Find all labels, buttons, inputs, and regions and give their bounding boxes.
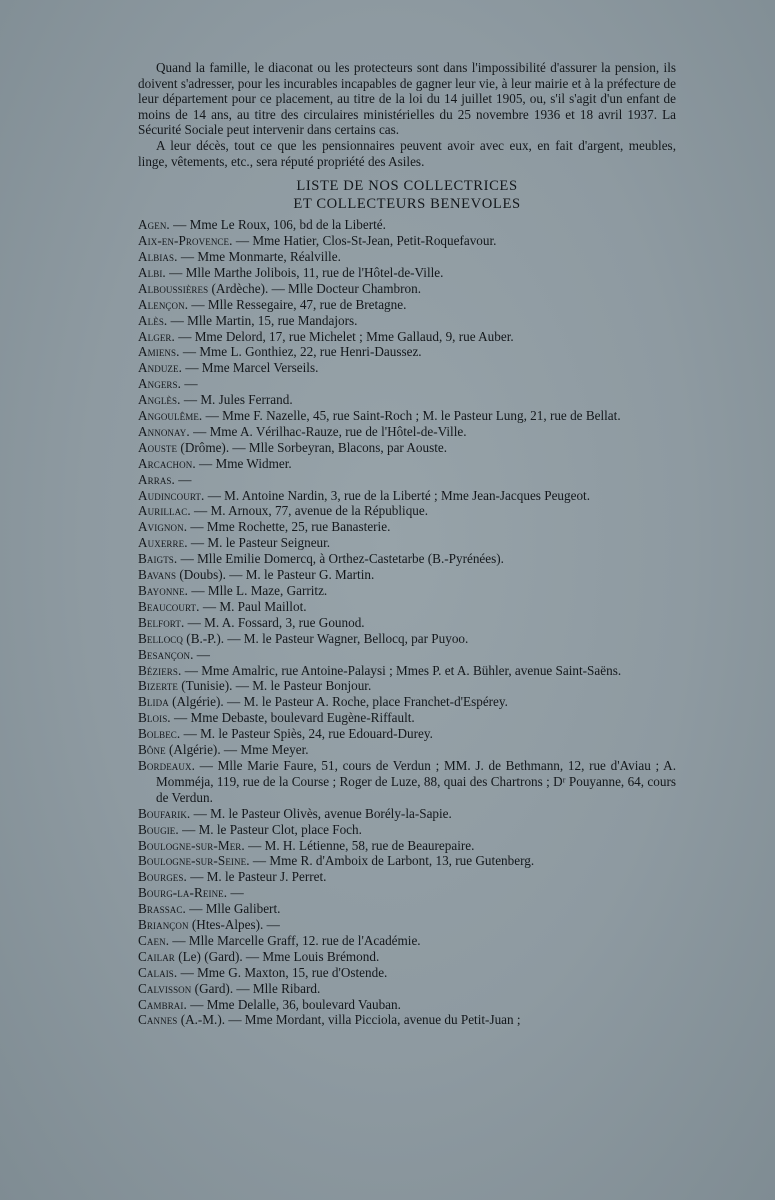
collector-details: — Mlle L. Maze, Garritz. <box>188 583 328 598</box>
collector-details: — M. A. Fossard, 3, rue Gounod. <box>184 614 365 630</box>
collector-details: (A.-M.). — Mme Mordant, villa Picciola, avenue du Petit-Juan ; <box>177 1012 521 1028</box>
list-item <box>138 822 676 838</box>
list-item <box>138 217 676 233</box>
intro-paragraph: A leur décès, tout ce que les pensionnaires peuvent avoir avec eux, en fait d'argent, meubles, linge, vêtements, etc., sera réputé propriété des Asiles. <box>138 137 676 169</box>
collector-details: — M. le Pasteur Spiès, 24, rue Edouard-Durey. <box>180 726 433 742</box>
list-item <box>138 249 676 265</box>
city-name: Avignon. <box>138 519 188 535</box>
list-item <box>138 981 676 997</box>
city-name: Cambrai. <box>138 996 187 1012</box>
collector-details: — Mme Widmer. <box>195 455 292 471</box>
city-name: Amiens. <box>138 344 180 360</box>
city-name: Blois. <box>138 710 171 726</box>
list-item <box>138 567 676 583</box>
city-name: Bougie. <box>138 821 179 837</box>
collector-details: — Mme Le Roux, 106, bd de la Liberté. <box>169 217 386 233</box>
intro-paragraph: Quand la famille, le diaconat ou les protecteurs sont dans l'impossibilité d'assurer la pension, ils doivent s'adresser, pour les incurables incapables de gagner leur vie, à leur mairie et à la préfecture de leur département pour ce placement, au titre de la loi du 14 juillet 1905, ou, s'il s'agit d'un enfant de moins de 14 ans, au titre des circulaires ministérielles du 25 novembre 1936 et 18 avril 1937. La Sécurité Sociale peut intervenir dans certains cas. <box>138 60 676 138</box>
city-name: Bayonne. <box>138 583 189 598</box>
collector-details: — Mlle Martin, 15, rue Mandajors. <box>167 312 358 328</box>
collector-details: — <box>181 376 198 392</box>
collector-details: (Gard). — Mlle Ribard. <box>191 980 321 996</box>
list-item <box>138 726 676 742</box>
list-item <box>138 933 676 949</box>
city-name: Bellocq <box>138 630 183 646</box>
city-name: Albi. <box>138 264 166 280</box>
list-item <box>138 583 676 599</box>
list-item <box>138 806 676 822</box>
list-item <box>138 233 676 249</box>
collector-details: — M. Arnoux, 77, avenue de la République. <box>190 503 429 519</box>
collector-details: (Algérie). — M. le Pasteur A. Roche, place Franchet-d'Espérey. <box>168 694 508 710</box>
city-name: Angers. <box>138 376 182 392</box>
list-item <box>138 456 676 472</box>
city-name: Baigts. <box>138 551 178 567</box>
list-item <box>138 949 676 965</box>
list-item <box>138 694 676 710</box>
list-item <box>138 535 676 551</box>
city-name: Alger. <box>138 328 175 344</box>
list-item <box>138 631 676 647</box>
list-item <box>138 360 676 376</box>
city-name: Cannes <box>138 1012 178 1028</box>
list-item <box>138 281 676 297</box>
list-item <box>138 869 676 885</box>
list-item <box>138 392 676 408</box>
list-item <box>138 376 676 392</box>
collector-details: — Mme Hatier, Clos-St-Jean, Petit-Roquefavour. <box>232 233 497 249</box>
city-name: Beaucourt. <box>138 598 200 614</box>
list-item <box>138 265 676 281</box>
collector-details: — Mlle Ressegaire, 47, rue de Bretagne. <box>188 296 407 312</box>
collector-details: — Mme R. d'Amboix de Larbont, 13, rue Gutenberg. <box>249 853 535 869</box>
city-name: Annonay. <box>138 423 190 439</box>
collector-details: (Tunisie). — M. le Pasteur Bonjour. <box>177 678 372 694</box>
city-name: Anglès. <box>138 392 181 408</box>
city-name: Alès. <box>138 312 168 328</box>
list-item <box>138 678 676 694</box>
city-name: Bizerte <box>138 678 178 694</box>
collector-details: — Mlle Marie Faure, 51, cours de Verdun ; MM. J. de Bethmann, 12, rue d'Aviau ; A. Momméja, 119, rue de la Course ; Roger de Luze, 88, quai des Chartrons ; Dʳ Pouyanne, 64, cours de Verdun. <box>156 757 676 805</box>
city-name: Boulogne-sur-Mer. <box>138 837 245 853</box>
list-item <box>138 917 676 933</box>
collector-details: — Mme Delalle, 36, boulevard Vauban. <box>186 996 401 1012</box>
list-item <box>138 853 676 869</box>
list-item <box>138 519 676 535</box>
collector-details: — Mlle Galibert. <box>185 901 281 917</box>
list-item <box>138 313 676 329</box>
city-name: Brassac. <box>138 901 186 917</box>
collector-details: — <box>193 646 210 662</box>
collector-details: — Mme Delord, 17, rue Michelet ; Mme Gallaud, 9, rue Auber. <box>174 328 514 344</box>
list-item <box>138 440 676 456</box>
city-name: Besançon. <box>138 646 194 662</box>
collector-details: — <box>227 885 244 901</box>
collector-details: (Drôme). — Mlle Sorbeyran, Blacons, par Aouste. <box>177 439 448 455</box>
city-name: Angoulême. <box>138 408 203 424</box>
collector-details: — Mme Debaste, boulevard Eugène-Riffault. <box>170 710 415 726</box>
city-name: Calvisson <box>138 980 192 996</box>
list-item <box>138 742 676 758</box>
list-item <box>138 488 676 504</box>
city-name: Bordeaux. <box>138 757 195 773</box>
collector-details: — Mme Monmarte, Réalville. <box>177 248 341 264</box>
city-name: Belfort. <box>138 614 185 630</box>
list-heading-line: ET COLLECTEURS BENEVOLES <box>293 195 521 212</box>
collector-details: (Doubs). — M. le Pasteur G. Martin. <box>176 567 375 583</box>
collector-details: (Le) (Gard). — Mme Louis Brémond. <box>174 948 380 964</box>
collector-details: — M. H. Létienne, 58, rue de Beaurepaire. <box>244 837 475 853</box>
collector-details: — Mlle Marthe Jolibois, 11, rue de l'Hôtel-de-Ville. <box>165 264 444 280</box>
collector-details: — Mme G. Maxton, 15, rue d'Ostende. <box>177 964 388 980</box>
collector-details: — <box>174 471 192 487</box>
list-item <box>138 599 676 615</box>
city-name: Caen. <box>138 932 170 948</box>
city-name: Alençon. <box>138 296 189 312</box>
collector-details: — M. Antoine Nardin, 3, rue de la Liberté ; Mme Jean-Jacques Peugeot. <box>204 487 591 503</box>
collector-details: — M. le Pasteur Clot, place Foch. <box>178 821 362 837</box>
city-name: Boulogne-sur-Seine. <box>138 853 250 869</box>
list-item <box>138 408 676 424</box>
collector-details: — Mme L. Gonthiez, 22, rue Henri-Daussez. <box>179 344 422 360</box>
city-name: Bourges. <box>138 869 187 885</box>
collector-details: — Mme A. Vérilhac-Rauze, rue de l'Hôtel-de-Ville. <box>189 423 467 439</box>
city-name: Auxerre. <box>138 535 188 551</box>
collector-details: — Mme Amalric, rue Antoine-Palaysi ; Mmes P. et A. Bühler, avenue Saint-Saëns. <box>181 662 622 678</box>
list-item <box>138 551 676 567</box>
document-page <box>138 60 676 1028</box>
city-name: Blida <box>138 694 169 710</box>
city-name: Albias. <box>138 248 178 264</box>
collector-details: — M. Paul Maillot. <box>199 598 307 614</box>
city-name: Aurillac. <box>138 503 191 519</box>
list-item <box>138 838 676 854</box>
collector-details: (Ardèche). — Mlle Docteur Chambron. <box>208 280 421 296</box>
list-item <box>138 297 676 313</box>
collector-details: (Algérie). — Mme Meyer. <box>165 742 309 758</box>
collector-details: (Htes-Alpes). — <box>188 917 280 933</box>
list-item <box>138 615 676 631</box>
city-name: Audincourt. <box>138 487 205 503</box>
collector-details: — M. le Pasteur Olivès, avenue Borély-la-Sapie. <box>190 805 452 821</box>
city-name: Bône <box>138 742 166 758</box>
list-heading <box>138 178 676 213</box>
list-item <box>138 901 676 917</box>
city-name: Aouste <box>138 439 178 455</box>
city-name: Bourg-la-Reine. <box>138 885 228 901</box>
city-name: Alboussières <box>138 280 209 296</box>
list-item <box>138 1012 676 1028</box>
city-name: Boufarik. <box>138 805 191 821</box>
collector-details: — Mme Rochette, 25, rue Banasterie. <box>187 519 391 535</box>
collector-list <box>138 217 676 1028</box>
collector-details: — M. Jules Ferrand. <box>180 392 293 408</box>
city-name: Briançon <box>138 917 189 933</box>
collector-details: — Mme F. Nazelle, 45, rue Saint-Roch ; M. le Pasteur Lung, 21, rue de Bellat. <box>202 408 621 424</box>
list-item <box>138 424 676 440</box>
list-item <box>138 344 676 360</box>
list-item <box>138 329 676 345</box>
city-name: Bolbec. <box>138 726 181 742</box>
list-item <box>138 663 676 679</box>
city-name: Bavans <box>138 567 177 583</box>
list-item <box>138 885 676 901</box>
list-item <box>138 997 676 1013</box>
list-item <box>138 965 676 981</box>
collector-details: — Mlle Emilie Domercq, à Orthez-Castetarbe (B.-Pyrénées). <box>177 551 504 567</box>
list-item <box>138 710 676 726</box>
collector-details: — M. le Pasteur J. Perret. <box>186 869 327 885</box>
collector-details: — M. le Pasteur Seigneur. <box>187 535 331 551</box>
city-name: Arras. <box>138 471 175 487</box>
city-name: Béziers. <box>138 662 182 678</box>
city-name: Arcachon. <box>138 455 196 471</box>
city-name: Aix-en-Provence. <box>138 233 233 249</box>
list-heading-line: LISTE DE NOS COLLECTRICES <box>296 178 518 195</box>
list-item <box>138 647 676 663</box>
collector-details: — Mme Marcel Verseils. <box>182 360 319 376</box>
list-item <box>138 758 676 806</box>
city-name: Anduze. <box>138 360 183 376</box>
list-item <box>138 503 676 519</box>
city-name: Agen. <box>138 217 170 233</box>
collector-details: — Mlle Marcelle Graff, 12. rue de l'Académie. <box>169 932 421 948</box>
city-name: Calais. <box>138 964 178 980</box>
city-name: Cailar <box>138 948 175 964</box>
list-item <box>138 472 676 488</box>
collector-details: (B.-P.). — M. le Pasteur Wagner, Bellocq, par Puyoo. <box>183 630 469 646</box>
